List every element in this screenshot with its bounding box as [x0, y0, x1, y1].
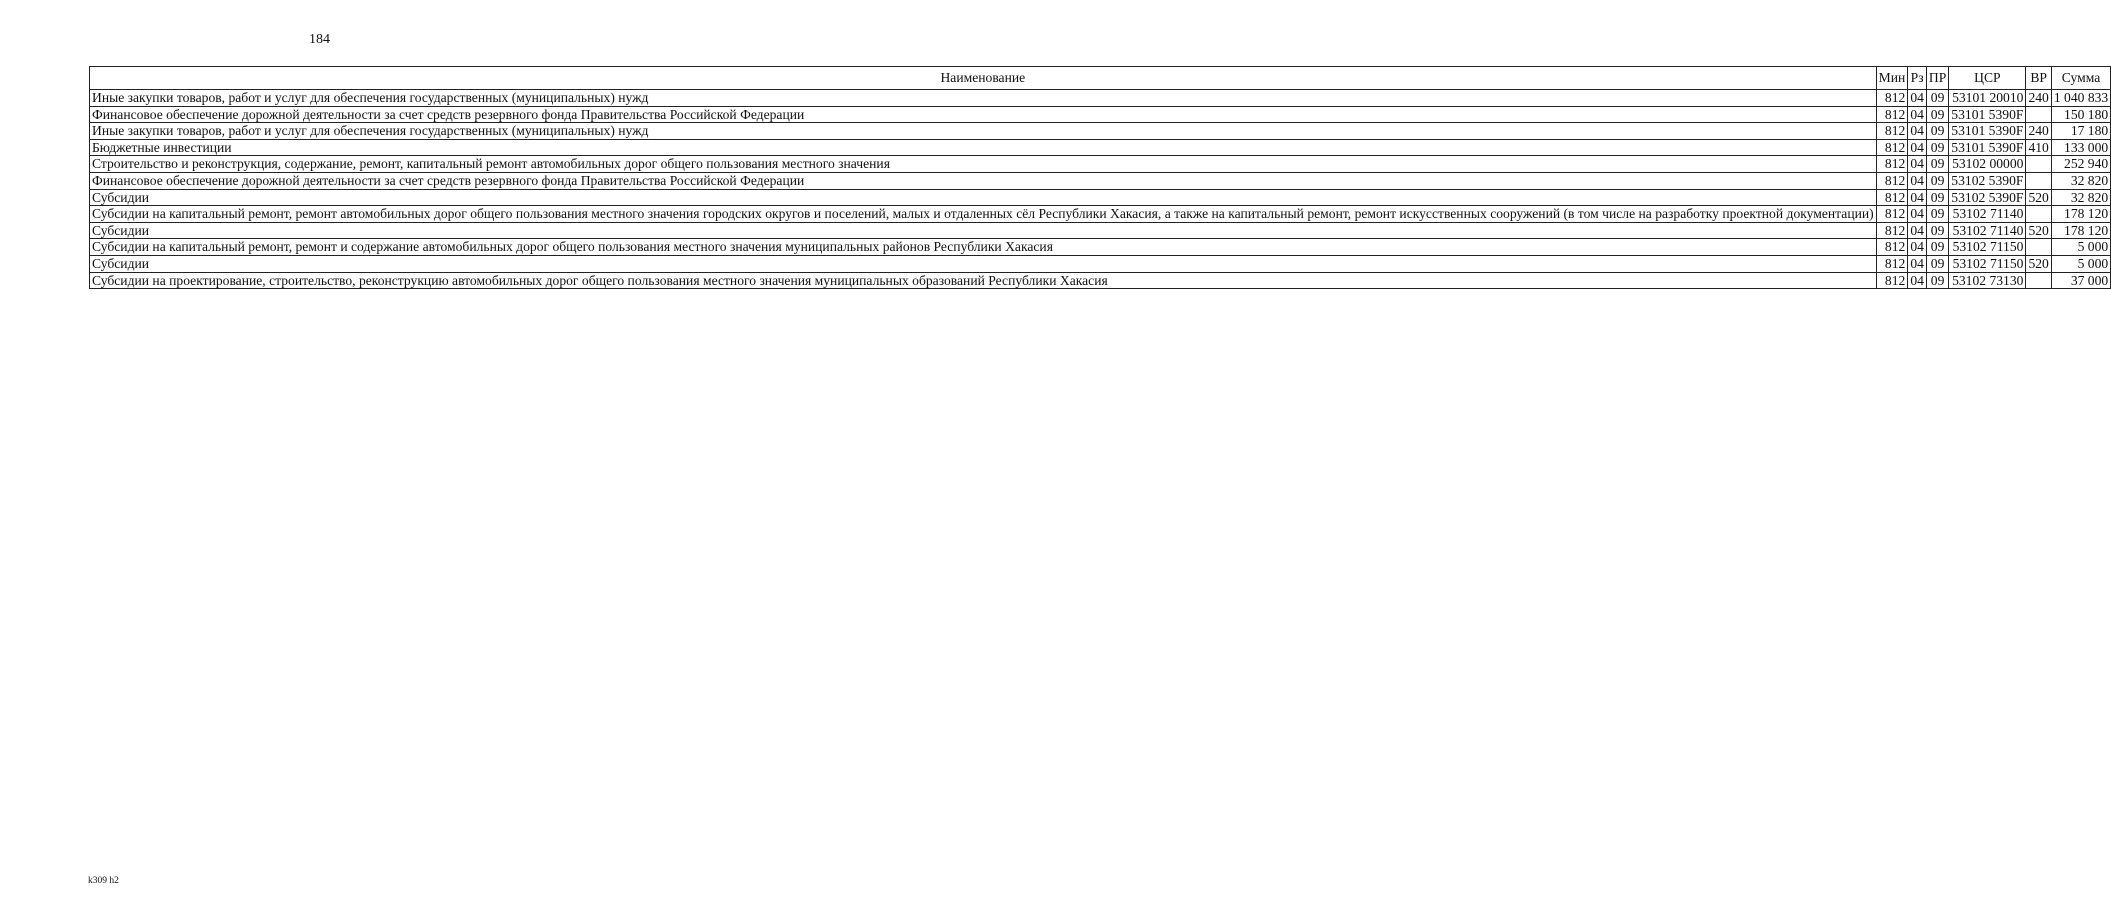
row-csr: 53102 71150: [1949, 239, 2026, 256]
table-row: [90, 272, 2111, 289]
row-pr: 09: [1926, 139, 1948, 156]
row-rz: 04: [1908, 272, 1927, 289]
row-name: Субсидии: [90, 255, 1877, 272]
table-row: [90, 172, 2111, 189]
table-header-row: [90, 67, 2111, 90]
row-csr: 53102 71150: [1949, 255, 2026, 272]
row-min: 812: [1876, 156, 1908, 173]
row-min: 812: [1876, 189, 1908, 206]
table-row: [90, 123, 2111, 140]
row-min: 812: [1876, 106, 1908, 123]
row-sum: 133 000: [2051, 139, 2110, 156]
row-rz: 04: [1908, 206, 1927, 223]
footer-code: k309 h2: [88, 876, 119, 886]
row-min: 812: [1876, 139, 1908, 156]
col-header-name: Наименование: [90, 67, 1877, 90]
row-sum: 5 000: [2051, 255, 2110, 272]
row-pr: 09: [1926, 106, 1948, 123]
row-csr: 53101 5390F: [1949, 123, 2026, 140]
row-rz: 04: [1908, 123, 1927, 140]
row-csr: 53101 5390F: [1949, 106, 2026, 123]
table-row: [90, 222, 2111, 239]
row-vr: [2026, 106, 2051, 123]
row-name: Строительство и реконструкция, содержание, ремонт, капитальный ремонт автомобильных дорог общего пользования местного значения: [90, 156, 1877, 173]
row-pr: 09: [1926, 90, 1948, 107]
table-row: [90, 156, 2111, 173]
row-min: 812: [1876, 255, 1908, 272]
budget-table: [89, 66, 2111, 289]
col-header-csr: ЦСР: [1949, 67, 2026, 90]
row-name: Иные закупки товаров, работ и услуг для обеспечения государственных (муниципальных) нужд: [90, 90, 1877, 107]
row-pr: 09: [1926, 123, 1948, 140]
table-row: [90, 255, 2111, 272]
row-vr: [2026, 239, 2051, 256]
row-csr: 53101 20010: [1949, 90, 2026, 107]
row-name: Субсидии на проектирование, строительство, реконструкцию автомобильных дорог общего пользования местного значения муниципальных образований Республики Хакасия: [90, 272, 1877, 289]
row-rz: 04: [1908, 222, 1927, 239]
row-pr: 09: [1926, 272, 1948, 289]
row-pr: 09: [1926, 206, 1948, 223]
row-name: Субсидии: [90, 222, 1877, 239]
row-name: Субсидии на капитальный ремонт, ремонт и содержание автомобильных дорог общего пользования местного значения муниципальных районов Республики Хакасия: [90, 239, 1877, 256]
row-pr: 09: [1926, 156, 1948, 173]
row-rz: 04: [1908, 106, 1927, 123]
row-sum: 37 000: [2051, 272, 2110, 289]
row-min: 812: [1876, 222, 1908, 239]
row-sum: 5 000: [2051, 239, 2110, 256]
col-header-sum: Сумма: [2051, 67, 2110, 90]
row-vr: [2026, 172, 2051, 189]
table-row: [90, 189, 2111, 206]
row-vr: 240: [2026, 123, 2051, 140]
row-min: 812: [1876, 123, 1908, 140]
row-pr: 09: [1926, 255, 1948, 272]
row-sum: 32 820: [2051, 172, 2110, 189]
table-row: [90, 106, 2111, 123]
table-row: [90, 206, 2111, 223]
page-number: 184: [309, 32, 330, 47]
row-csr: 53101 5390F: [1949, 139, 2026, 156]
row-rz: 04: [1908, 239, 1927, 256]
row-vr: [2026, 272, 2051, 289]
row-vr: 410: [2026, 139, 2051, 156]
row-csr: 53102 73130: [1949, 272, 2026, 289]
row-min: 812: [1876, 272, 1908, 289]
row-sum: 178 120: [2051, 222, 2110, 239]
col-header-pr: ПР: [1926, 67, 1948, 90]
row-vr: [2026, 206, 2051, 223]
col-header-rz: Рз: [1908, 67, 1927, 90]
row-pr: 09: [1926, 189, 1948, 206]
row-pr: 09: [1926, 222, 1948, 239]
row-min: 812: [1876, 90, 1908, 107]
row-vr: 520: [2026, 189, 2051, 206]
row-min: 812: [1876, 239, 1908, 256]
row-vr: [2026, 156, 2051, 173]
row-rz: 04: [1908, 255, 1927, 272]
row-rz: 04: [1908, 156, 1927, 173]
row-vr: 520: [2026, 255, 2051, 272]
row-name: Иные закупки товаров, работ и услуг для обеспечения государственных (муниципальных) нужд: [90, 123, 1877, 140]
row-vr: 240: [2026, 90, 2051, 107]
row-vr: 520: [2026, 222, 2051, 239]
row-rz: 04: [1908, 139, 1927, 156]
table-row: [90, 90, 2111, 107]
row-sum: 252 940: [2051, 156, 2110, 173]
row-sum: 1 040 833: [2051, 90, 2110, 107]
row-rz: 04: [1908, 90, 1927, 107]
row-sum: 17 180: [2051, 123, 2110, 140]
row-csr: 53102 71140: [1949, 222, 2026, 239]
row-sum: 150 180: [2051, 106, 2110, 123]
table-row: [90, 139, 2111, 156]
row-rz: 04: [1908, 189, 1927, 206]
row-min: 812: [1876, 206, 1908, 223]
row-csr: 53102 5390F: [1949, 172, 2026, 189]
row-rz: 04: [1908, 172, 1927, 189]
row-name: Бюджетные инвестиции: [90, 139, 1877, 156]
row-csr: 53102 71140: [1949, 206, 2026, 223]
row-csr: 53102 00000: [1949, 156, 2026, 173]
row-name: Субсидии на капитальный ремонт, ремонт автомобильных дорог общего пользования местного значения городских округов и поселений, малых и отдаленных сёл Республики Хакасия, а также на капитальный ремонт, ремонт искусственных сооружений (в том числе на разработку проектной документации): [90, 206, 1877, 223]
row-sum: 32 820: [2051, 189, 2110, 206]
row-name: Финансовое обеспечение дорожной деятельности за счет средств резервного фонда Правительства Российской Федерации: [90, 106, 1877, 123]
row-min: 812: [1876, 172, 1908, 189]
row-pr: 09: [1926, 172, 1948, 189]
row-pr: 09: [1926, 239, 1948, 256]
row-csr: 53102 5390F: [1949, 189, 2026, 206]
row-name: Субсидии: [90, 189, 1877, 206]
col-header-min: Мин: [1876, 67, 1908, 90]
row-name: Финансовое обеспечение дорожной деятельности за счет средств резервного фонда Правительства Российской Федерации: [90, 172, 1877, 189]
table-row: [90, 239, 2111, 256]
row-sum: 178 120: [2051, 206, 2110, 223]
col-header-vr: ВР: [2026, 67, 2051, 90]
